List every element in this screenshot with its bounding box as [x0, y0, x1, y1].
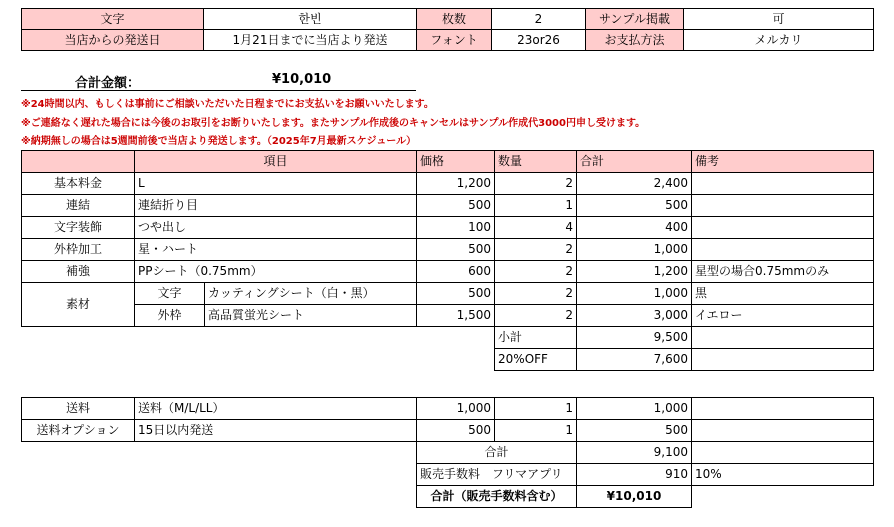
row-sum: 1,200 [577, 261, 692, 283]
grand-total-row [22, 486, 874, 508]
blank-cell [22, 464, 417, 486]
table-row [22, 420, 874, 442]
row-item[interactable]: PPシート（0.75mm） [135, 261, 417, 283]
material-remarks[interactable]: 黒 [692, 283, 874, 305]
discount-label: 20%OFF [495, 349, 577, 371]
row-remarks[interactable] [692, 195, 874, 217]
blank-cell [22, 327, 495, 349]
header-sum: 合計 [577, 151, 692, 173]
header-remarks: 備考 [692, 151, 874, 173]
shipping-table [21, 397, 874, 508]
material-item[interactable]: 高品質蛍光シート [205, 305, 417, 327]
table-row [22, 239, 874, 261]
label-sample: サンプル掲載 [586, 9, 684, 30]
material-item[interactable]: カッティングシート（白・黒） [205, 283, 417, 305]
row-category: 外枠加工 [22, 239, 135, 261]
material-sum: 3,000 [577, 305, 692, 327]
material-row [22, 283, 874, 305]
table-row [22, 195, 874, 217]
row-sum: 2,400 [577, 173, 692, 195]
grand-total-value: ¥10,010 [577, 486, 692, 508]
subtotal-label: 小計 [495, 327, 577, 349]
material-sub: 文字 [135, 283, 205, 305]
ship-total-label: 合計 [417, 442, 577, 464]
material-category: 素材 [22, 283, 135, 327]
ship-remarks[interactable] [692, 398, 874, 420]
material-row [22, 305, 874, 327]
fee-cell [417, 464, 577, 486]
fee-name: フリマアプリ [491, 467, 563, 481]
ship-category: 送料 [22, 398, 135, 420]
total-amount-value: ¥10,010 [272, 72, 332, 87]
row-category: 基本料金 [22, 173, 135, 195]
ship-total-value: 9,100 [577, 442, 692, 464]
ship-total-remarks [692, 442, 874, 464]
material-sub: 外枠 [135, 305, 205, 327]
header-blank [22, 151, 135, 173]
fee-rate: 10% [692, 464, 874, 486]
discount-value: 7,600 [577, 349, 692, 371]
label-font: フォント [417, 30, 492, 51]
ship-remarks[interactable] [692, 420, 874, 442]
material-price[interactable]: 1,500 [417, 305, 495, 327]
row-item[interactable]: L [135, 173, 417, 195]
fee-value: 910 [577, 464, 692, 486]
blank-cell [22, 442, 417, 464]
table-row [22, 173, 874, 195]
table-row [22, 398, 874, 420]
ship-category: 送料オプション [22, 420, 135, 442]
row-category: 連結 [22, 195, 135, 217]
row-sum: 400 [577, 217, 692, 239]
ship-qty[interactable]: 1 [495, 420, 577, 442]
subtotal-remarks [692, 327, 874, 349]
material-remarks[interactable]: イエロー [692, 305, 874, 327]
row-item[interactable]: 星・ハート [135, 239, 417, 261]
blank-cell [22, 486, 417, 508]
label-ship-date: 当店からの発送日 [22, 30, 204, 51]
fee-label: 販売手数料 [420, 467, 481, 481]
total-amount-label: 合計金額： [75, 76, 141, 91]
pricing-header-row [22, 151, 874, 173]
row-qty[interactable]: 2 [495, 173, 577, 195]
fee-row [22, 464, 874, 486]
info-row-1 [22, 9, 874, 30]
value-sample[interactable]: 可 [684, 9, 874, 30]
row-remarks[interactable] [692, 239, 874, 261]
material-price[interactable]: 500 [417, 283, 495, 305]
value-font[interactable]: 23or26 [492, 30, 586, 51]
note-delivery: ※納期無しの場合は5週間前後で当店より発送します。（2025年7月最新スケジュール） [21, 136, 417, 147]
ship-sum: 500 [577, 420, 692, 442]
row-category: 文字装飾 [22, 217, 135, 239]
table-row [22, 261, 874, 283]
ship-sum: 1,000 [577, 398, 692, 420]
row-remarks[interactable] [692, 217, 874, 239]
row-price[interactable]: 500 [417, 195, 495, 217]
row-price[interactable]: 500 [417, 239, 495, 261]
row-qty[interactable]: 2 [495, 239, 577, 261]
ship-item[interactable]: 15日以内発送 [135, 420, 417, 442]
ship-item[interactable]: 送料（M/L/LL） [135, 398, 417, 420]
ship-qty[interactable]: 1 [495, 398, 577, 420]
note-payment: ※24時間以内、もしくは事前にご相談いただいた日程までにお支払いをお願いいたします。 [21, 99, 434, 110]
blank-cell [692, 486, 874, 508]
label-count: 枚数 [417, 9, 492, 30]
subtotal-row [22, 327, 874, 349]
row-price[interactable]: 600 [417, 261, 495, 283]
row-sum: 1,000 [577, 239, 692, 261]
value-text[interactable]: 한빈 [204, 9, 417, 30]
row-item[interactable]: つや出し [135, 217, 417, 239]
row-category: 補強 [22, 261, 135, 283]
header-price: 価格 [417, 151, 495, 173]
subtotal-value: 9,500 [577, 327, 692, 349]
material-qty[interactable]: 2 [495, 305, 577, 327]
row-sum: 500 [577, 195, 692, 217]
discount-row [22, 349, 874, 371]
material-sum: 1,000 [577, 283, 692, 305]
value-payment[interactable]: メルカリ [684, 30, 874, 51]
row-remarks[interactable]: 星型の場合0.75mmのみ [692, 261, 874, 283]
row-qty[interactable]: 4 [495, 217, 577, 239]
row-qty[interactable]: 2 [495, 261, 577, 283]
discount-remarks [692, 349, 874, 371]
total-amount [21, 70, 416, 91]
label-payment: お支払方法 [586, 30, 684, 51]
grand-total-label: 合計（販売手数料含む） [417, 486, 577, 508]
ship-price[interactable]: 500 [417, 420, 495, 442]
ship-total-row [22, 442, 874, 464]
row-item[interactable]: 連結折り目 [135, 195, 417, 217]
header-qty: 数量 [495, 151, 577, 173]
info-row-2 [22, 30, 874, 51]
blank-cell [22, 349, 495, 371]
row-qty[interactable]: 1 [495, 195, 577, 217]
row-price[interactable]: 1,200 [417, 173, 495, 195]
pricing-table [21, 150, 874, 371]
order-info-table [21, 8, 874, 51]
value-ship-date[interactable]: 1月21日までに当店より発送 [204, 30, 417, 51]
header-item: 項目 [135, 151, 417, 173]
label-text: 文字 [22, 9, 204, 30]
row-price[interactable]: 100 [417, 217, 495, 239]
value-count[interactable]: 2 [492, 9, 586, 30]
material-qty[interactable]: 2 [495, 283, 577, 305]
note-cancel: ※ご連絡なく遅れた場合には今後のお取引をお断りいたします。またサンプル作成後のキャンセルはサンプル作成代3000円申し受けます。 [21, 118, 646, 129]
row-remarks[interactable] [692, 173, 874, 195]
ship-price[interactable]: 1,000 [417, 398, 495, 420]
table-row [22, 217, 874, 239]
